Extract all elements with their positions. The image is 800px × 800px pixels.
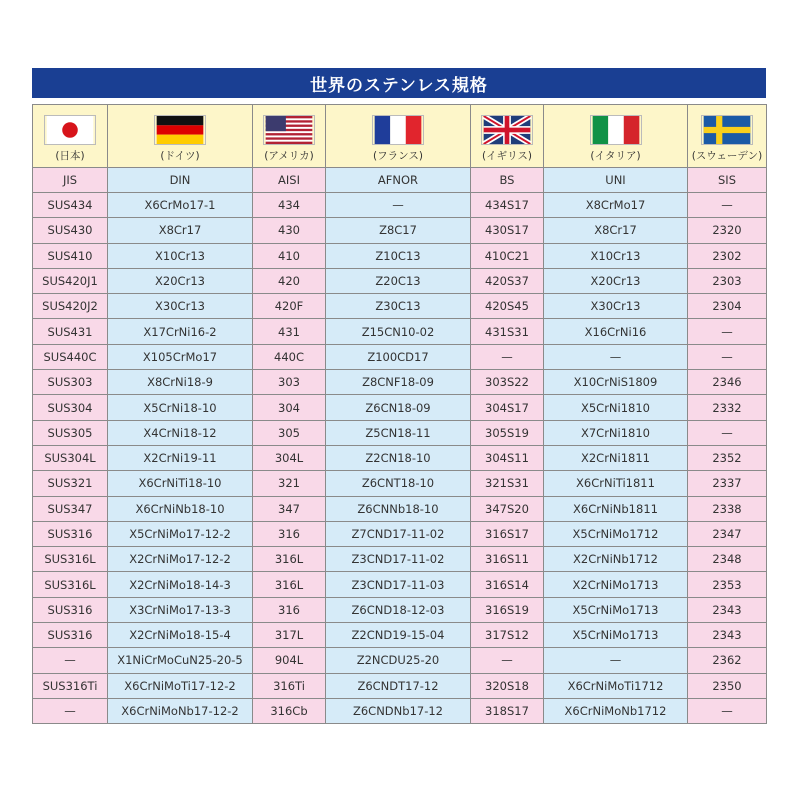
country-cell-germany (108, 105, 253, 168)
grade-cell: X10Cr13 (108, 243, 253, 268)
grade-cell: Z6CNNb18-10 (326, 496, 471, 521)
grade-cell: 347 (253, 496, 326, 521)
grade-cell: 431 (253, 319, 326, 344)
grade-cell: Z3CND17-11-02 (326, 547, 471, 572)
grade-cell: X2CrNi19-11 (108, 445, 253, 470)
grade-cell: 2352 (688, 445, 767, 470)
grade-cell: 317L (253, 623, 326, 648)
grade-cell: X8CrMo17 (544, 193, 688, 218)
country-cell-usa (253, 105, 326, 168)
grade-cell: X2CrNiMo17-12-2 (108, 547, 253, 572)
grade-cell: Z2CND19-15-04 (326, 623, 471, 648)
grade-cell: SUS434 (33, 193, 108, 218)
grade-cell: X2CrNiMo18-15-4 (108, 623, 253, 648)
grade-cell: 2337 (688, 471, 767, 496)
grade-cell: 2362 (688, 648, 767, 673)
grade-cell: — (33, 648, 108, 673)
grade-cell: 316L (253, 572, 326, 597)
table-row (33, 193, 767, 218)
table-row (33, 243, 767, 268)
grade-cell: SUS303 (33, 370, 108, 395)
country-cell-france (326, 105, 471, 168)
grade-cell: X8Cr17 (108, 218, 253, 243)
grade-cell: X20Cr13 (544, 268, 688, 293)
grade-cell: 420 (253, 268, 326, 293)
grade-cell: SUS304 (33, 395, 108, 420)
standard-label: JIS (33, 168, 108, 193)
grade-cell: 2343 (688, 623, 767, 648)
grade-cell: X105CrMo17 (108, 344, 253, 369)
grade-cell: X5CrNiMo17-12-2 (108, 521, 253, 546)
grade-cell: — (688, 193, 767, 218)
grade-cell: 304 (253, 395, 326, 420)
grade-cell: SUS440C (33, 344, 108, 369)
grade-cell: X6CrNiMoNb1712 (544, 698, 688, 723)
usa-flag-icon (263, 115, 315, 145)
table-row (33, 496, 767, 521)
grade-cell: — (688, 319, 767, 344)
grade-cell: SUS410 (33, 243, 108, 268)
germany-flag-icon (154, 115, 206, 145)
grade-cell: X30Cr13 (544, 294, 688, 319)
grade-cell: 318S17 (471, 698, 544, 723)
grade-cell: 2353 (688, 572, 767, 597)
france-flag-icon (372, 115, 424, 145)
grade-cell: — (544, 648, 688, 673)
table-row (33, 218, 767, 243)
grade-cell: 2302 (688, 243, 767, 268)
uk-flag-icon (481, 115, 533, 145)
grade-cell: X2CrNiNb1712 (544, 547, 688, 572)
grade-cell: — (33, 698, 108, 723)
grade-cell: SUS316 (33, 597, 108, 622)
grade-cell: Z6CNT18-10 (326, 471, 471, 496)
stainless-standards-table (32, 104, 767, 724)
grade-cell: Z100CD17 (326, 344, 471, 369)
grade-cell: X30Cr13 (108, 294, 253, 319)
grade-cell: Z6CND18-12-03 (326, 597, 471, 622)
table-row (33, 572, 767, 597)
grade-cell: Z3CND17-11-03 (326, 572, 471, 597)
grade-cell: Z2CN18-10 (326, 445, 471, 470)
grade-cell: 434S17 (471, 193, 544, 218)
grade-cell: Z15CN10-02 (326, 319, 471, 344)
grade-cell: 316S14 (471, 572, 544, 597)
grade-cell: SUS431 (33, 319, 108, 344)
grade-cell: 420S45 (471, 294, 544, 319)
table-row (33, 648, 767, 673)
grade-cell: SUS316L (33, 572, 108, 597)
table-row (33, 471, 767, 496)
grade-cell: 316S19 (471, 597, 544, 622)
italy-flag-icon (590, 115, 642, 145)
standard-header-row (33, 168, 767, 193)
country-cell-sweden (688, 105, 767, 168)
grade-cell: X6CrMo17-1 (108, 193, 253, 218)
table-row (33, 420, 767, 445)
grade-cell: X8Cr17 (544, 218, 688, 243)
table-row (33, 547, 767, 572)
grade-cell: — (688, 698, 767, 723)
country-label: (日本) (55, 150, 85, 162)
country-label: (イタリア) (590, 150, 641, 162)
grade-cell: X20Cr13 (108, 268, 253, 293)
table-row (33, 597, 767, 622)
grade-cell: X2CrNiMo1713 (544, 572, 688, 597)
grade-cell: Z2NCDU25-20 (326, 648, 471, 673)
grade-cell: X4CrNi18-12 (108, 420, 253, 445)
grade-cell: X17CrNi16-2 (108, 319, 253, 344)
grade-cell: — (688, 420, 767, 445)
grade-cell: 316 (253, 521, 326, 546)
grade-cell: 304S11 (471, 445, 544, 470)
country-label: (アメリカ) (264, 150, 314, 162)
grade-cell: X8CrNi18-9 (108, 370, 253, 395)
country-label: (イギリス) (482, 150, 532, 162)
grade-cell: 305 (253, 420, 326, 445)
grade-cell: X3CrNiMo17-13-3 (108, 597, 253, 622)
table-row (33, 370, 767, 395)
grade-cell: X6CrNiTi1811 (544, 471, 688, 496)
table-row (33, 623, 767, 648)
grade-cell: X7CrNi1810 (544, 420, 688, 445)
grade-cell: SUS316L (33, 547, 108, 572)
grade-cell: X5CrNiMo1713 (544, 597, 688, 622)
table-row (33, 294, 767, 319)
standard-label: AISI (253, 168, 326, 193)
grade-cell: X6CrNiNb18-10 (108, 496, 253, 521)
grade-cell: 2346 (688, 370, 767, 395)
table-row (33, 344, 767, 369)
grade-cell: X6CrNiMoTi17-12-2 (108, 673, 253, 698)
grade-cell: X2CrNiMo18-14-3 (108, 572, 253, 597)
country-header-row (33, 105, 767, 168)
grade-cell: 321S31 (471, 471, 544, 496)
grade-cell: 304L (253, 445, 326, 470)
grade-cell: 2343 (688, 597, 767, 622)
grade-cell: 2303 (688, 268, 767, 293)
country-label: (スウェーデン) (691, 150, 763, 162)
grade-cell: Z10C13 (326, 243, 471, 268)
grade-cell: X10Cr13 (544, 243, 688, 268)
table-row (33, 395, 767, 420)
japan-flag-icon (44, 115, 96, 145)
grade-cell: 320S18 (471, 673, 544, 698)
standard-label: BS (471, 168, 544, 193)
grade-cell: Z6CNDNb17-12 (326, 698, 471, 723)
grade-cell: SUS304L (33, 445, 108, 470)
grade-cell: 904L (253, 648, 326, 673)
grade-cell: 303S22 (471, 370, 544, 395)
grade-cell: — (471, 648, 544, 673)
grade-cell: — (544, 344, 688, 369)
grade-cell: X10CrNiS1809 (544, 370, 688, 395)
grade-cell: X6CrNiTi18-10 (108, 471, 253, 496)
grade-cell: 410C21 (471, 243, 544, 268)
grade-cell: SUS420J1 (33, 268, 108, 293)
grade-cell: 420F (253, 294, 326, 319)
grade-cell: SUS316Ti (33, 673, 108, 698)
grade-cell: 317S12 (471, 623, 544, 648)
country-label: (フランス) (373, 150, 423, 162)
grade-cell: 2338 (688, 496, 767, 521)
table-row (33, 445, 767, 470)
country-cell-japan (33, 105, 108, 168)
grade-cell: 2320 (688, 218, 767, 243)
country-cell-italy (544, 105, 688, 168)
grade-cell: X2CrNi1811 (544, 445, 688, 470)
grade-cell: 305S19 (471, 420, 544, 445)
grade-cell: SUS316 (33, 623, 108, 648)
grade-cell: X5CrNiMo1713 (544, 623, 688, 648)
grade-cell: 2304 (688, 294, 767, 319)
grade-cell: 410 (253, 243, 326, 268)
grade-cell: 316L (253, 547, 326, 572)
grade-cell: Z20C13 (326, 268, 471, 293)
grade-cell: 2332 (688, 395, 767, 420)
country-label: (ドイツ) (160, 150, 200, 162)
grade-cell: 303 (253, 370, 326, 395)
grade-cell: 440C (253, 344, 326, 369)
grade-cell: SUS321 (33, 471, 108, 496)
grade-cell: — (326, 193, 471, 218)
grade-cell: 347S20 (471, 496, 544, 521)
grade-cell: 434 (253, 193, 326, 218)
grade-cell: 2350 (688, 673, 767, 698)
grade-cell: X1NiCrMoCuN25-20-5 (108, 648, 253, 673)
grade-cell: 2347 (688, 521, 767, 546)
grade-cell: Z7CND17-11-02 (326, 521, 471, 546)
grade-cell: 430S17 (471, 218, 544, 243)
grade-cell: — (688, 344, 767, 369)
table-row (33, 673, 767, 698)
grade-cell: — (471, 344, 544, 369)
grade-cell: X16CrNi16 (544, 319, 688, 344)
grade-cell: 316 (253, 597, 326, 622)
grade-cell: SUS347 (33, 496, 108, 521)
grade-cell: Z30C13 (326, 294, 471, 319)
grade-cell: SUS420J2 (33, 294, 108, 319)
grade-cell: X6CrNiNb1811 (544, 496, 688, 521)
standard-label: DIN (108, 168, 253, 193)
page-title: 世界のステンレス規格 (32, 68, 766, 98)
standard-label: AFNOR (326, 168, 471, 193)
grade-cell: 316Cb (253, 698, 326, 723)
grade-cell: Z6CN18-09 (326, 395, 471, 420)
grade-cell: 430 (253, 218, 326, 243)
grade-cell: SUS430 (33, 218, 108, 243)
grade-cell: Z6CNDT17-12 (326, 673, 471, 698)
grade-cell: 316S17 (471, 521, 544, 546)
grade-cell: 420S37 (471, 268, 544, 293)
grade-cell: X6CrNiMoNb17-12-2 (108, 698, 253, 723)
standard-label: SIS (688, 168, 767, 193)
grade-cell: 2348 (688, 547, 767, 572)
table-row (33, 698, 767, 723)
grade-cell: 321 (253, 471, 326, 496)
grade-cell: 431S31 (471, 319, 544, 344)
country-cell-uk (471, 105, 544, 168)
table-row (33, 319, 767, 344)
table-row (33, 521, 767, 546)
grade-cell: 304S17 (471, 395, 544, 420)
grade-cell: 316Ti (253, 673, 326, 698)
table-row (33, 268, 767, 293)
grade-cell: Z8C17 (326, 218, 471, 243)
standard-label: UNI (544, 168, 688, 193)
grade-cell: Z8CNF18-09 (326, 370, 471, 395)
grade-cell: X5CrNi1810 (544, 395, 688, 420)
grade-cell: X5CrNi18-10 (108, 395, 253, 420)
sweden-flag-icon (701, 115, 753, 145)
grade-cell: SUS316 (33, 521, 108, 546)
grade-cell: SUS305 (33, 420, 108, 445)
grade-cell: X6CrNiMoTi1712 (544, 673, 688, 698)
grade-cell: X5CrNiMo1712 (544, 521, 688, 546)
grade-cell: 316S11 (471, 547, 544, 572)
grade-cell: Z5CN18-11 (326, 420, 471, 445)
